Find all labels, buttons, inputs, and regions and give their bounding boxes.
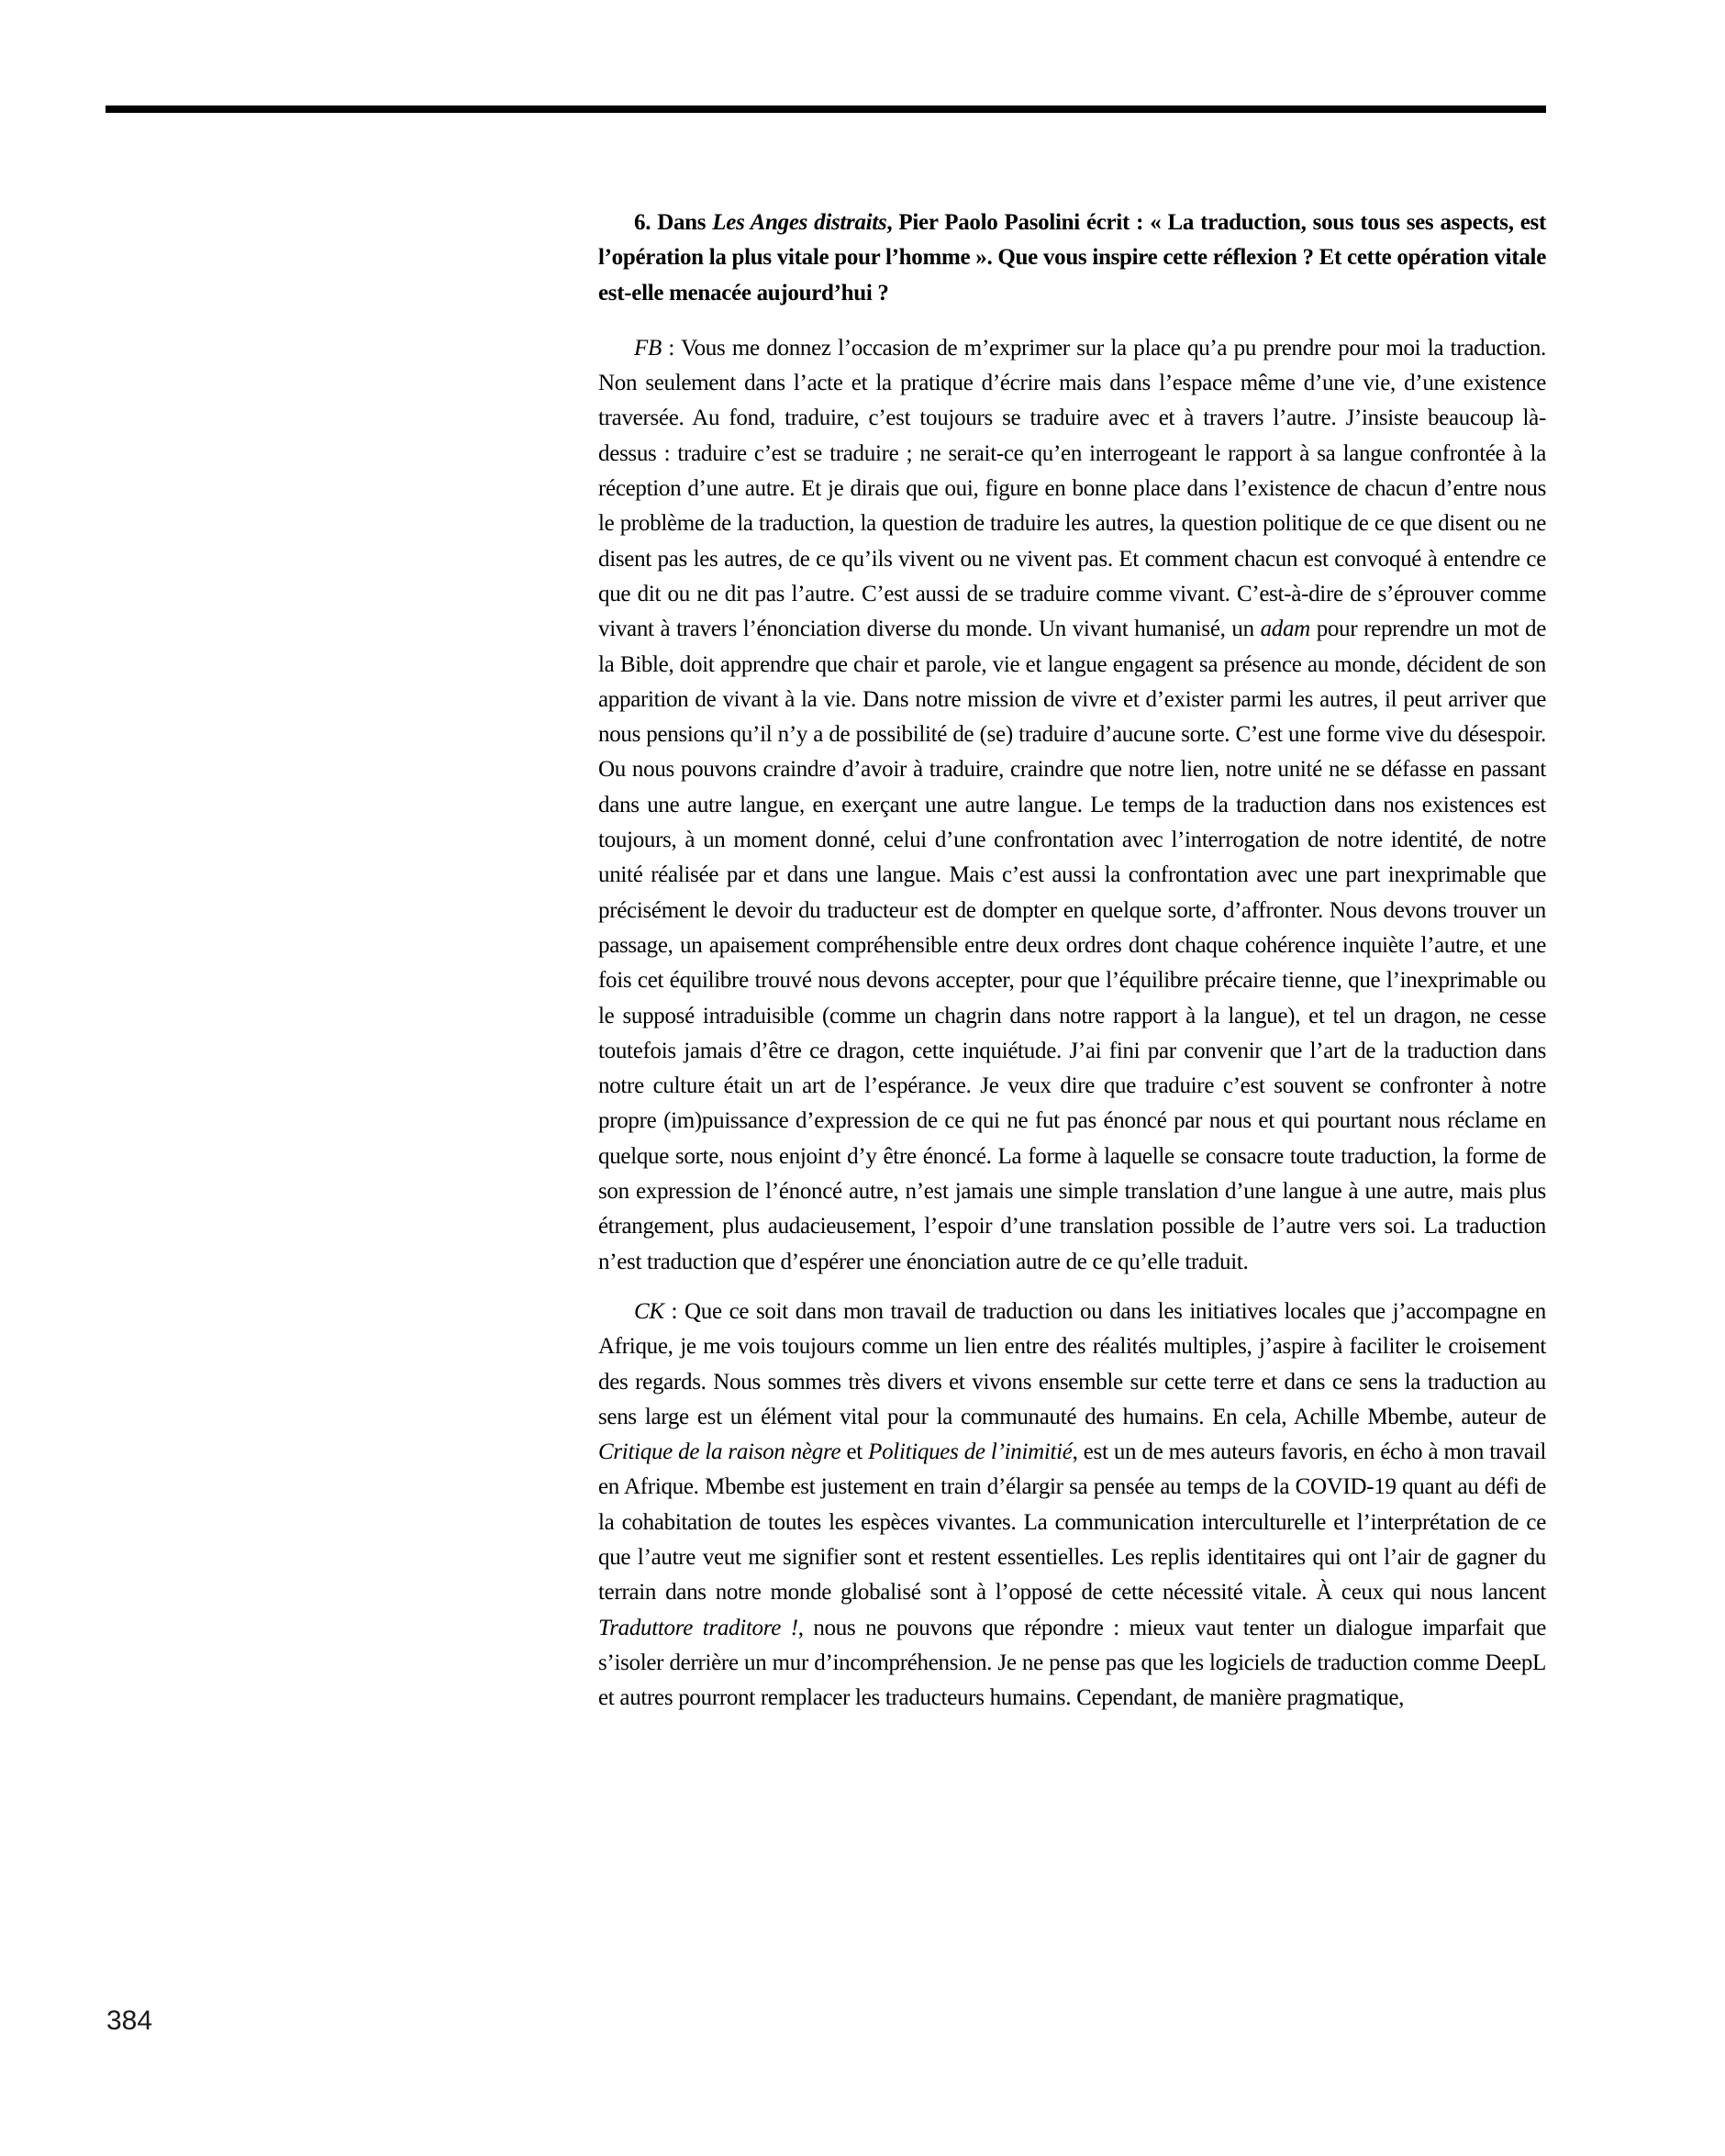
answer-paragraph-fb bbox=[598, 331, 1546, 1280]
text-run: adam bbox=[1260, 617, 1310, 642]
text-run: FB bbox=[634, 335, 662, 361]
text-run: CK bbox=[634, 1298, 664, 1324]
text-run: , nous ne pouvons que répondre : mieux vaut tenter un dialogue imparfait que s’isoler derrière un mur d’incompréhension. Je ne pense pas que les logiciels de traduction comme DeepL et autres pourront remplacer les traducteurs humains. Cependant, de manière pragmatique, bbox=[598, 1615, 1546, 1711]
text-run: Les Anges distraits bbox=[712, 210, 887, 235]
text-column bbox=[598, 206, 1546, 1716]
text-run: : Que ce soit dans mon travail de traduction ou dans les initiatives locales que j’accompagne en Afrique, je me vois toujours comme un lien entre des réalités multiples, j’aspire à faciliter le croisement des regards. Nous sommes très divers et vivons ensemble sur cette terre et dans ce sens la traduction au sens large est un élément vital pour la communauté des humains. En cela, Achille Mbembe, auteur de bbox=[598, 1298, 1546, 1429]
text-run: , Pier Paolo Pasolini écrit : « La traduction, sous tous ses aspects, est l’opération la plus vitale pour l’homme ». Que vous inspire cette réflexion ? Et cette opération vitale est-elle menacée aujourd’hui ? bbox=[598, 210, 1546, 306]
text-run: et bbox=[840, 1439, 869, 1465]
page-number: 384 bbox=[106, 2006, 153, 2036]
text-run: 6. Dans bbox=[634, 210, 713, 235]
text-run: : Vous me donnez l’occasion de m’exprimer sur la place qu’a pu prendre pour moi la traduction. Non seulement dans l’acte et la pratique d’écrire mais dans l’espace même d’une vie, d’une existence traversée. Au fond, traduire, c’est toujours se traduire avec et à travers l’autre. J’insiste beaucoup là-dessus : traduire c’est se traduire ; ne serait-ce qu’en interrogeant le rapport à sa langue confrontée à la réception d’une autre. Et je dirais que oui, figure en bonne place dans l’existence de chacun d’entre nous le problème de la traduction, la question de traduire les autres, la question politique de ce que disent ou ne disent pas les autres, de ce qu’ils vivent ou ne vivent pas. Et comment chacun est convoqué à entendre ce que dit ou ne dit pas l’autre. C’est aussi de se traduire comme vivant. C’est-à-dire de s’éprouver comme vivant à travers l’énonciation diverse du monde. Un vivant humanisé, un bbox=[598, 335, 1546, 642]
text-run: Traduttore traditore ! bbox=[598, 1615, 798, 1640]
text-run: , est un de mes auteurs favoris, en écho à mon travail en Afrique. Mbembe est justement en train d’élargir sa pensée au temps de la COVID-19 quant au défi de la cohabitation de toutes les espèces vivantes. La communication interculturelle et l’interprétation de ce que l’autre veut me signifier sont et restent essentielles. Les replis identitaires qui ont l’air de gagner du terrain dans notre monde globalisé sont à l’opposé de cette nécessité vitale. À ceux qui nous lancent bbox=[598, 1439, 1546, 1606]
text-run: Politiques de l’inimitié bbox=[868, 1439, 1073, 1465]
top-rule bbox=[106, 106, 1546, 113]
text-run: pour reprendre un mot de la Bible, doit apprendre que chair et parole, vie et langue engagent sa présence au monde, décident de son apparition de vivant à la vie. Dans notre mission de vivre et d’exister parmi les autres, il peut arriver que nous pensions qu’il n’y a de possibilité de (se) traduire d’aucune sorte. C’est une forme vive du désespoir. Ou nous pouvons craindre d’avoir à traduire, craindre que notre lien, notre unité ne se défasse en passant dans une autre langue, en exerçant une autre langue. Le temps de la traduction dans nos existences est toujours, à un moment donné, celui d’une confrontation avec l’interrogation de notre identité, de notre unité réalisée par et dans une langue. Mais c’est aussi la confrontation avec une part inexprimable que précisément le devoir du traducteur est de dompter en quelque sorte, d’affronter. Nous devons trouver un passage, un apaisement compréhensible entre deux ordres dont chaque cohérence inquiète l’autre, et une fois cet équilibre trouvé nous devons accepter, pour que l’équilibre précaire tienne, que l’inexprimable ou le supposé intraduisible (comme un chagrin dans notre rapport à la langue), et tel un dragon, ne cesse toutefois jamais d’être ce dragon, cette inquiétude. J’ai fini par convenir que l’art de la traduction dans notre culture était un art de l’espérance. Je veux dire que traduire c’est souvent se confronter à notre propre (im)puissance d’expression de ce qui ne fut pas énoncé par nous et qui pourtant nous réclame en quelque sorte, nous enjoint d’y être énoncé. La forme à laquelle se consacre toute traduction, la forme de son expression de l’énoncé autre, n’est jamais une simple translation d’une langue à une autre, mais plus étrangement, plus audacieusement, l’espoir d’une translation possible de l’autre vers soi. La traduction n’est traduction que d’espérer une énonciation autre de ce qu’elle traduit. bbox=[598, 617, 1547, 1274]
answer-paragraph-ck bbox=[598, 1295, 1546, 1717]
text-run: Critique de la raison nègre bbox=[598, 1439, 841, 1465]
question-heading bbox=[598, 206, 1546, 311]
